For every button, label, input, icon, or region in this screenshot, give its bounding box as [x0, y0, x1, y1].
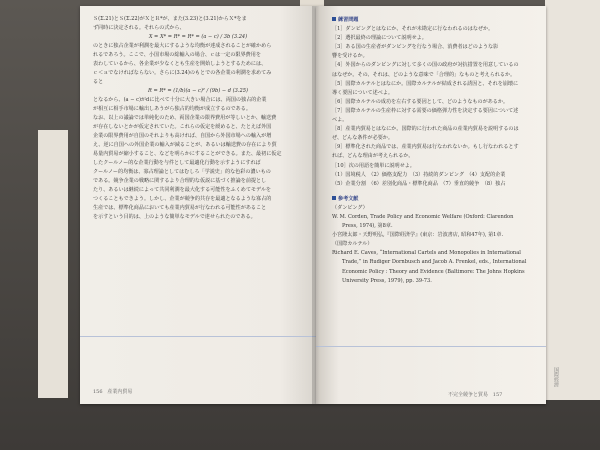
exercise-line: ［2］選択最終の理論について説明せよ。: [332, 35, 427, 42]
reference-line: Trade,” in Rudiger Dornbusch and Jacob A. Frenkel, eds., International: [342, 259, 527, 266]
text-line: ると: [93, 79, 104, 85]
exercise-line: はなぜか。その、それは、どのような意味で「合理的」なものと考えられるか。: [332, 71, 516, 78]
exercise-line: ［6］国際カルテルの成功を左右する要因として、どのようなものがあるか。: [332, 98, 509, 105]
exercise-line: （5）企業分割 （6）差別化商品・標準化商品 （7）垂直的競争 （8）独占: [332, 180, 506, 187]
exercise-line: ［9］標準化された商品では、産業内貿易は行なわれないか。もし行なわれるとす: [332, 144, 519, 151]
text-line: 表わしているから、各企業が少なくとも生産を開始しようとするためには、: [93, 61, 267, 67]
reference-line: W. M. Corden, Trade Policy and Economic Welfare (Oxford: Clarendon: [332, 213, 514, 220]
page-number: 156: [93, 389, 103, 395]
left-page-tab: [38, 130, 68, 398]
exercises-heading: 練習問題: [332, 16, 542, 25]
reference-line: Press, 1974), 第8章.: [342, 223, 393, 230]
heading-square-icon: [332, 196, 336, 200]
text-line: 生産では、標準化商品においても産業内貿易が行なわれる可能性があること: [93, 205, 267, 211]
running-head: 産業内貿易: [107, 389, 133, 395]
references-heading: 参考文献: [332, 195, 542, 204]
text-line: たり、あるいは継続によって共同利潤を最大化する可能性をふくめてモデルを: [93, 187, 272, 193]
text-line: つくることもできよう。しかし、企業が競争的共存を最適となるような寡占的: [93, 196, 272, 202]
text-line: が相互に相手市場に輸出しあうがら独占的均衡が成立するのである。: [93, 106, 251, 112]
exercise-line: れば、どんな理由が考えられるか。: [332, 153, 414, 160]
text-line: Ｓ(Σ.21)とＳ(Σ.22)がＸとＲ*が、また(3.23)と(3.21)からＸ*をま: [93, 16, 247, 22]
exercise-line: ［7］国際カルテルの生産枠に対する需要の価格弾力性を決定する要因について述: [332, 107, 519, 114]
running-head: 不完全競争と貿易: [448, 392, 489, 398]
exercise-line: 導く要因について述べよ。: [332, 89, 394, 96]
references-subheading: （ダンピング）: [332, 204, 368, 211]
reference-line: Economic Policy : Theory and Evidence (Baltimore: The Johns Hopkins: [342, 268, 525, 275]
exercise-line: （1）国境税人 （2）価格支配力 （3）持続的ダンピング （4）支配的企業: [332, 171, 506, 178]
left-footer: [93, 388, 132, 395]
equation-line: X = X* = R* = R* = (a − c) / 3b (3.24): [148, 34, 248, 40]
references-subheading: （国際カルテル）: [332, 241, 373, 248]
text-line: ｃ＜ａでなければならない。さらに(3.24)のもとでの各企業の利潤を求めてみ: [93, 70, 272, 76]
text-line: を示すという目的は、上のような簡単なモデルで達せられたのである。: [93, 214, 256, 220]
exercise-line: ぜ、どんな条件が必要か。: [332, 135, 393, 142]
side-book-label: 国際經濟: [553, 367, 559, 387]
text-line: クールノー的均衡は、寡占理論としてはむしろ「学説史」的な色彩の濃いもの: [93, 169, 271, 175]
heading-square-icon: [332, 17, 336, 21]
text-line: である。競争企業の戦略に関するより合理的な仮説に基づく推論を前提とし: [93, 178, 267, 184]
exercise-line: ［3］ある国の生産者がダンピングを行なう場合、消費者はどのような影: [332, 44, 499, 51]
text-line: 企業の限界費用が自国のそれよりも高ければ、自国から外国市場への輸入が増: [93, 133, 272, 139]
page-rule: [316, 346, 546, 347]
text-line: したクールノー的な企業行動を与件として最適化行動を示すようにすれば: [93, 160, 261, 166]
text-line: 易量内貿易が縮小すること、などを明らかにすることができる。また、最初に仮定: [93, 151, 282, 157]
right-page-text: [332, 16, 542, 286]
reference-line: Richard E. Caves, “International Cartels and Monopolies in International: [332, 250, 521, 257]
text-line: え、逆に自国への外国企業の輸入が減ることが、あるいは輸送費の存在により貿: [93, 142, 277, 148]
text-line: なお、以上の議論では単純化のため、両国企業の限界費用が等しいとか、輸送費: [93, 115, 277, 121]
exercise-line: ［4］外国からのダンピングに対して多くの国の政府が対抗措置を用意しているの: [332, 62, 519, 69]
text-line: のときに独占企業が利潤を最大にするような均衡が達成されることが確かめら: [93, 43, 272, 49]
text-line: となるから、(a − c)がdに比べて十分に大きい場合には、両国の独占的企業: [93, 97, 267, 103]
page-number: 157: [492, 392, 503, 398]
reference-line: University Press, 1979), pp. 39-73.: [342, 277, 432, 284]
left-page-text: [93, 15, 303, 222]
exercise-line: 響を受けるか。: [332, 53, 368, 60]
text-line: が存在しないとかが仮定されていた。これらの仮定を緩めると、たとえば外国: [93, 124, 272, 130]
right-book-page: [316, 6, 546, 404]
equation-line: R = R* = (1/b)(a − c)² / (9b) − d (3.25): [148, 88, 248, 94]
text-line: ず同時に決定される。それらの式から、: [93, 25, 185, 31]
right-footer: [448, 391, 502, 398]
exercise-line: ［1］ダンピングとはなにか、それが未勘定に行なわれるのはなぜか。: [332, 26, 494, 33]
exercise-line: ［5］国際カルテルとはなにか。国際カルテルが結成される誘因と、それを崩壊に: [332, 80, 519, 87]
left-book-page: [80, 6, 316, 404]
side-book-board: [545, 0, 600, 400]
text-line: れるであろう。ここで、小国市場の総輸入の場合、ｃは一定の限界費用を: [93, 52, 261, 58]
exercise-line: ［8］産業内貿易とはなにか。国際的に行われた商品の産業内貿易を説明するのは: [332, 126, 519, 133]
reference-line: 小宮隆太郎・天野明弘,『国際経済学』(東京：岩波書店, 昭和47年), 第1章.: [332, 232, 504, 239]
exercise-line: ［10］次の用語を簡単に説明せよ。: [332, 162, 415, 169]
page-rule: [80, 336, 316, 337]
exercise-line: べよ。: [332, 117, 348, 124]
book-gutter-shadow: [312, 6, 320, 404]
